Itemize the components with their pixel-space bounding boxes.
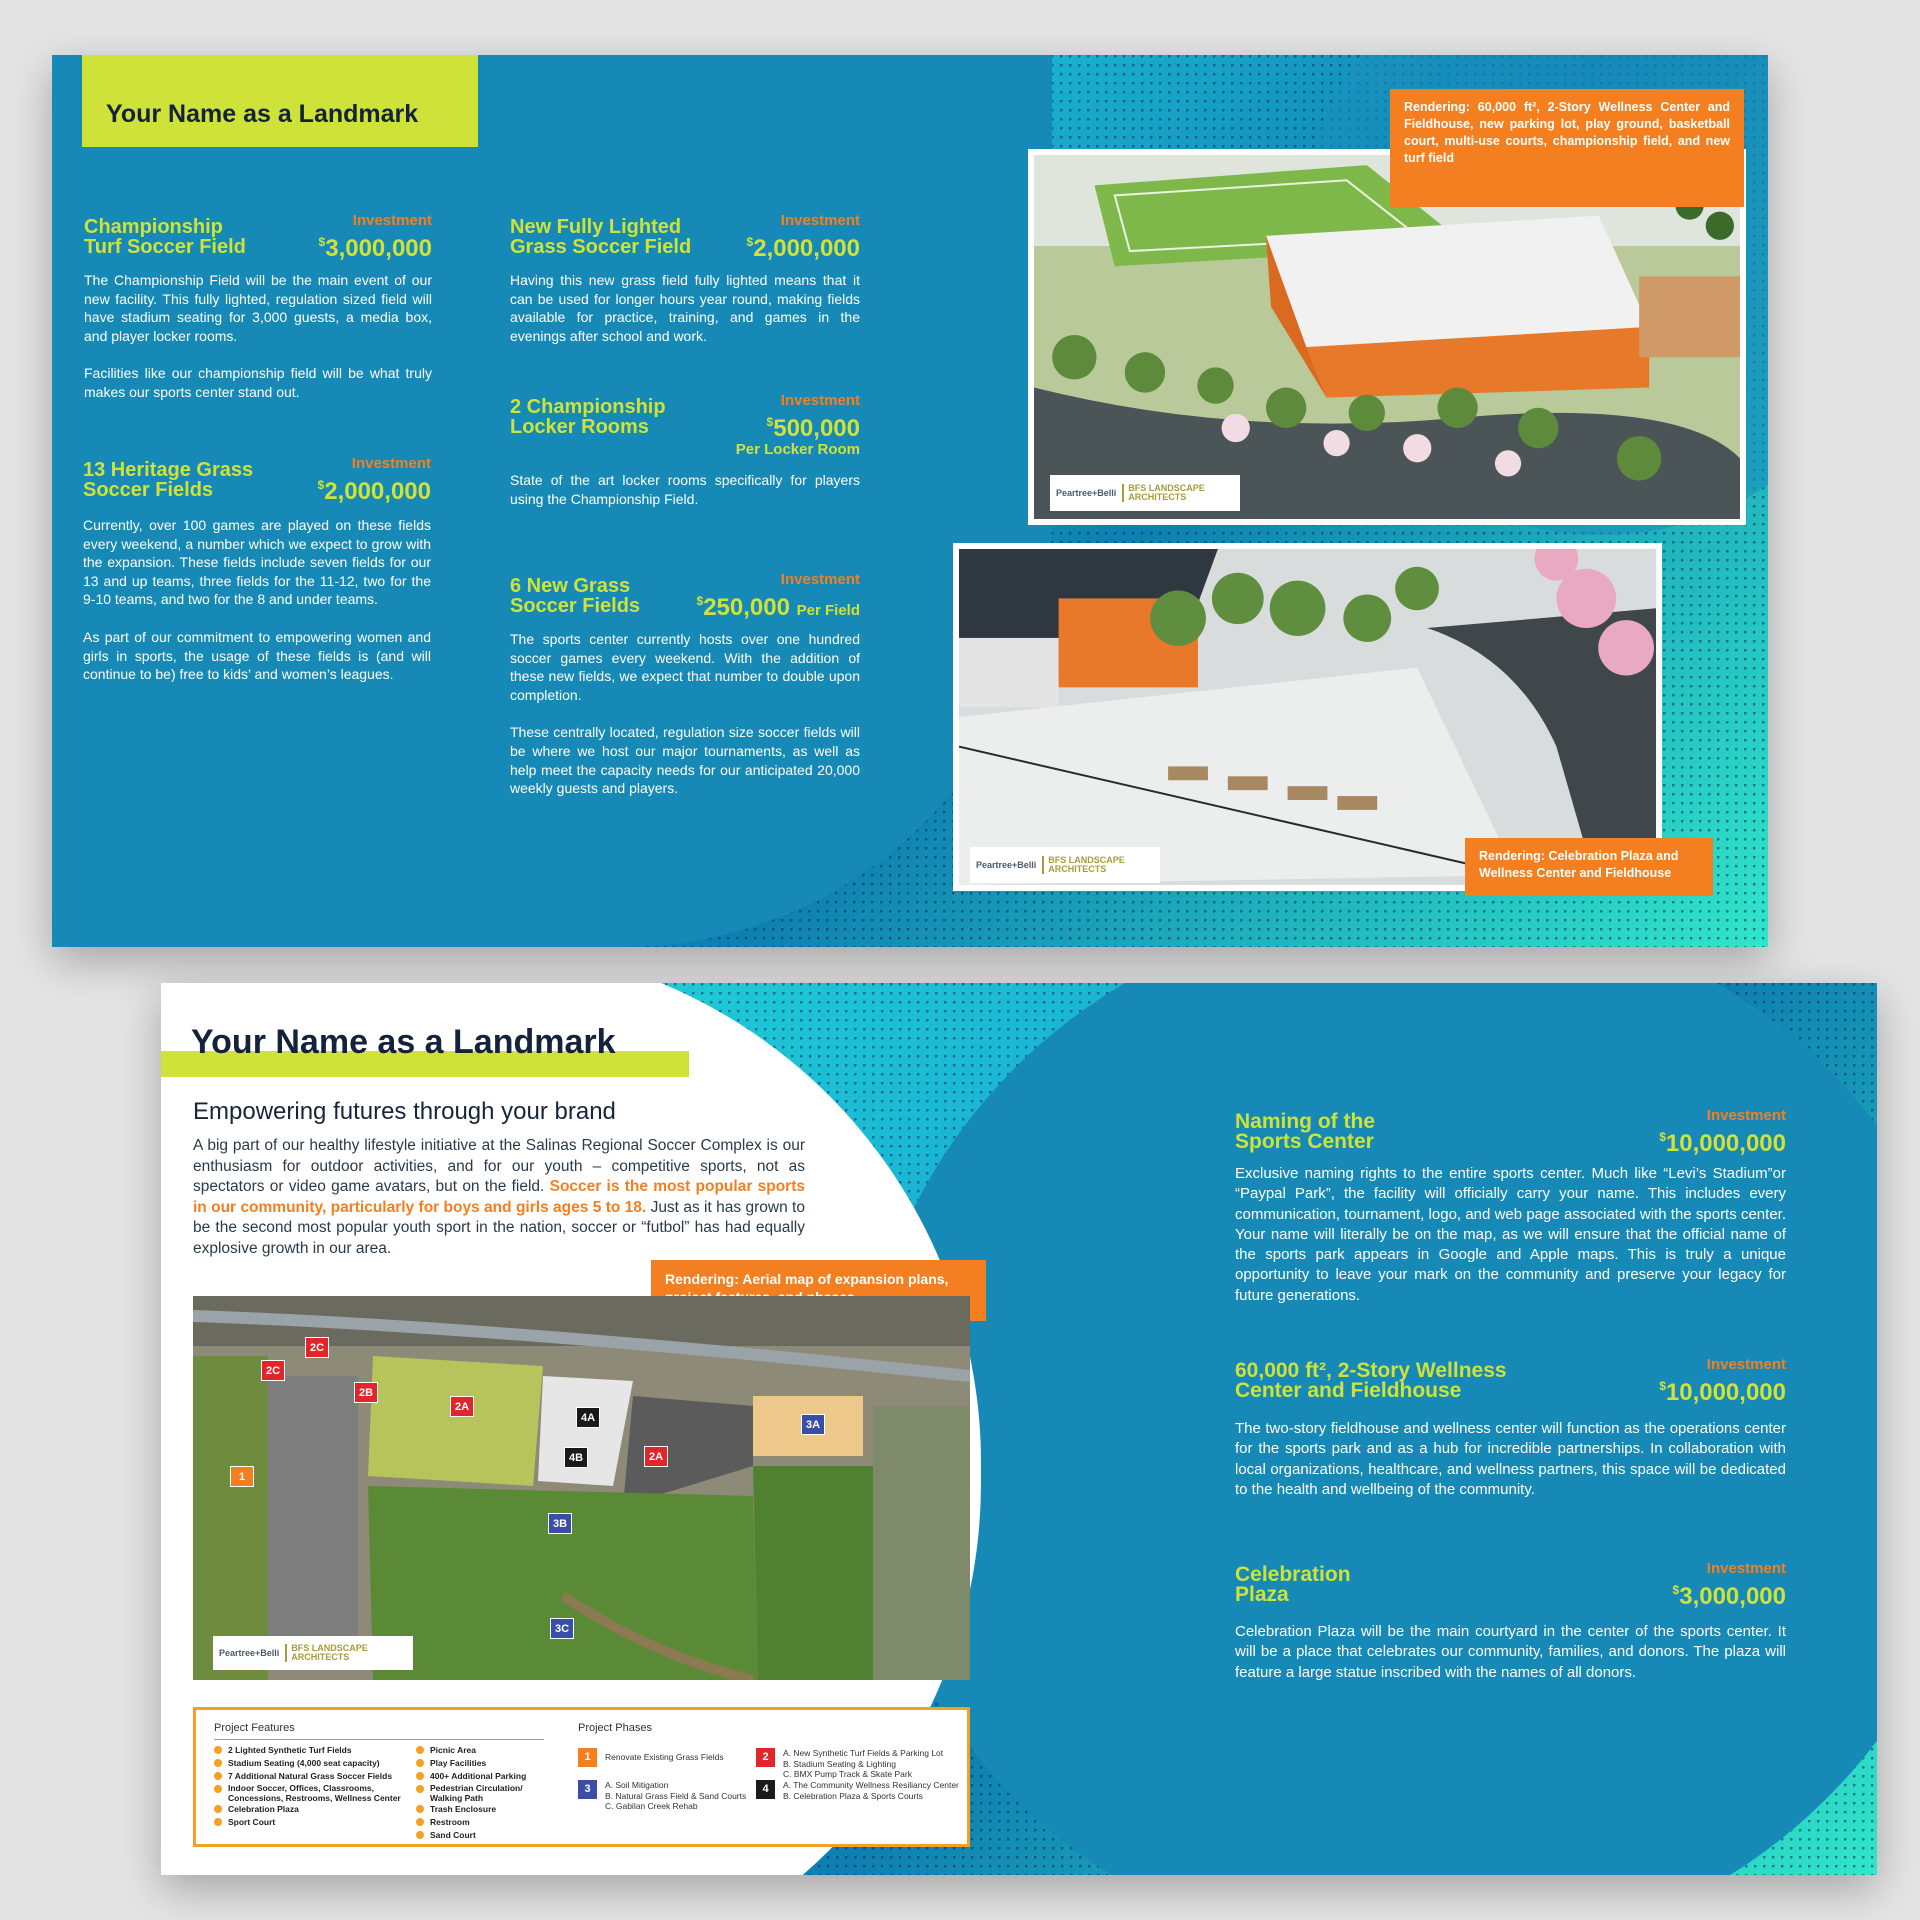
investment-label: Investment — [780, 392, 860, 409]
title-banner — [82, 55, 478, 147]
feature-item: Picnic Area — [416, 1744, 541, 1757]
bfs-logo: BFS LANDSCAPE ARCHITECTS — [1042, 856, 1154, 874]
architect-logos — [1050, 475, 1240, 511]
feature-item: Trash Enclosure — [416, 1803, 541, 1816]
section-heading: Naming of the Sports Center — [1235, 1110, 1375, 1153]
architect-logos — [970, 847, 1160, 883]
investment-block — [736, 393, 860, 458]
feature-item: Stadium Seating (4,000 seat capacity) — [214, 1757, 414, 1770]
section-wellness-center — [1235, 1356, 1786, 1511]
feature-item: 2 Lighted Synthetic Turf Fields — [214, 1744, 414, 1757]
section-body: Facilities like our championship field will be what truly makes our sports center stand out. — [84, 365, 432, 400]
feature-item: Sand Court — [416, 1829, 541, 1842]
section-body: Exclusive naming rights to the entire sports center. Much like “Levi’s Stadium”or “Paypal Park”, the facility will officially carry your name. This includes every communication, tournament, logo, and web page associated with the sports center. Your name will literally be on the map, as we will ensure that the official name of the sports park appears in Google and Apple maps. This is truly a unique opportunity to leave your mark on the community and preserve your legacy for future generations. — [1235, 1165, 1786, 1304]
section-heading: Celebration Plaza — [1235, 1563, 1351, 1606]
intro-block — [193, 1098, 805, 1259]
section-heading: New Fully Lighted Grass Soccer Field — [510, 216, 692, 258]
section-body: The two-story fieldhouse and wellness center will function as the operations center for the sports park and as a hub for incredible partnerships. In collaboration with local organizations, healthcare, and wellness partners, this space will be dedicated to the health and wellbeing of the community. — [1235, 1420, 1786, 1498]
investment-amount: $500,000 — [766, 415, 860, 442]
investment-label: Investment — [1706, 1356, 1786, 1373]
phase-marker-2a: 2A — [450, 1396, 474, 1417]
page-title: Your Name as a Landmark — [191, 1023, 616, 1061]
feature-item: Celebration Plaza — [214, 1803, 414, 1816]
investment-amount: $3,000,000 — [1672, 1583, 1786, 1610]
plaza-illustration — [959, 549, 1656, 885]
phase-1: 1 Renovate Existing Grass Fields — [578, 1748, 748, 1767]
feature-item: Play Facilities — [416, 1757, 541, 1770]
phase-marker-1: 1 — [230, 1466, 254, 1487]
section-heading: Championship Turf Soccer Field — [84, 216, 246, 258]
phase-marker-3c: 3C — [550, 1618, 574, 1639]
phase-marker-2b: 2B — [354, 1382, 378, 1403]
map-caption: Rendering: Aerial map of expansion plans, — [651, 1260, 986, 1321]
rendering-caption-2: Rendering: Celebration Plaza and Wellness Center and Fieldhouse — [1465, 838, 1713, 896]
feature-item: 400+ Additional Parking — [416, 1770, 541, 1783]
investment-amount: $3,000,000 — [318, 235, 432, 262]
feature-item: Indoor Soccer, Offices, Classrooms, Concessions, Restrooms, Wellness Center — [214, 1783, 414, 1803]
investment-block — [697, 572, 860, 624]
section-championship-field — [84, 212, 432, 457]
phase-3: 3 A. Soil Mitigation B. Natural Grass Field & Sand Courts C. Gabilan Creek Rehab — [578, 1780, 753, 1812]
section-heritage-fields — [83, 455, 431, 750]
section-body: Currently, over 100 games are played on these fields every weekend, a number which we expect to grow with the expansion. These fields include seven fields for our 13 and up teams, three fields for the 11-12, two for the 9-10 teams, and two for the 8 and under teams. — [83, 517, 431, 608]
phase-marker-2c: 2C — [305, 1337, 329, 1358]
spread-bottom — [161, 983, 1877, 1875]
section-heading: 13 Heritage Grass Soccer Fields — [83, 459, 254, 501]
section-naming-rights — [1235, 1107, 1786, 1312]
investment-block — [1659, 1108, 1786, 1157]
rendering-caption-1: Rendering: 60,000 ft², 2-Story Wellness Center and Fieldhouse, new parking lot, play ground, basketball court, multi-use courts, championship field, and new turf field — [1390, 89, 1744, 207]
spread-top — [52, 55, 1768, 947]
investment-label: Investment — [351, 455, 431, 472]
section-new-grass-fields — [510, 571, 860, 816]
investment-label: Investment — [780, 212, 860, 229]
investment-block — [319, 213, 432, 262]
intro-paragraph: A big part of our healthy lifestyle initiative at the Salinas Regional Soccer Complex is our enthusiasm for outdoor activities, and for our youth – competitive sports, not as spectators or video game avatars, but on the field. Soccer is the most popular sports in our community, particularly for boys and girls ages 5 to 18. Just as it has grown to be the second most popular youth sport in the nation, soccer or “futbol” has had equally explosive growth in our area. — [193, 1137, 805, 1257]
investment-block — [747, 213, 860, 262]
peartree-belli-logo: Peartree+Belli — [976, 860, 1037, 870]
investment-amount: $250,000 Per Field — [696, 594, 860, 621]
phase-marker-4b: 4B — [564, 1447, 588, 1468]
phase-4: 4 A. The Community Wellness Resiliancy Center B. Celebration Plaza & Sports Courts — [756, 1780, 966, 1801]
investment-label: Investment — [352, 212, 432, 229]
peartree-belli-logo: Peartree+Belli — [1056, 488, 1117, 498]
section-heading: 6 New Grass Soccer Fields — [510, 575, 641, 617]
phases-title: Project Phases — [578, 1722, 652, 1734]
section-heading: 60,000 ft², 2-Story Wellness Center and Fieldhouse — [1235, 1359, 1507, 1402]
section-body: The sports center currently hosts over one hundred soccer games every weekend. With the addition of these new fields, we expect that number to double upon completion. — [510, 631, 860, 703]
investment-block — [1673, 1561, 1786, 1610]
bfs-logo: BFS LANDSCAPE ARCHITECTS — [1122, 484, 1234, 502]
phase-marker-2a: 2A — [644, 1446, 668, 1467]
section-locker-rooms — [510, 392, 860, 517]
architect-logos — [213, 1636, 413, 1670]
phase-2: 2 A. New Synthetic Turf Fields & Parking Lot B. Stadium Seating & Lighting C. BMX Pump Track & Skate Park — [756, 1748, 966, 1780]
investment-amount: $2,000,000 — [317, 478, 431, 505]
section-body: The Championship Field will be the main event of our new facility. This fully lighted, regulation sized field will have stadium seating for 3,000 guests, a media box, and player locker rooms. — [84, 272, 432, 344]
phase-marker-4a: 4A — [576, 1407, 600, 1428]
features-list-left — [214, 1744, 414, 1829]
phase-marker-3a: 3A — [801, 1414, 825, 1435]
phase-marker-3b: 3B — [548, 1513, 572, 1534]
fieldhouse-illustration — [1034, 155, 1740, 519]
investment-amount: $10,000,000 — [1659, 1379, 1786, 1406]
peartree-belli-logo: Peartree+Belli — [219, 1648, 280, 1658]
investment-unit: Per Locker Room — [735, 441, 860, 458]
features-divider — [214, 1739, 544, 1740]
investment-amount: $10,000,000 — [1659, 1130, 1786, 1157]
section-body: Having this new grass field fully lighted means that it can be used for longer hours year round, making fields available for practice, training, and games in the evenings after school and work. — [510, 272, 860, 344]
feature-item: Restroom — [416, 1816, 541, 1829]
section-body: Celebration Plaza will be the main courtyard in the center of the sports center. It will be a place that celebrates our community, families, and donors. The plaza will feature a large statue inscribed with the names of all donors. — [1235, 1623, 1786, 1681]
section-body: As part of our commitment to empowering women and girls in sports, the usage of these fields is (and will continue to be) free to kids’ and women’s leagues. — [83, 628, 431, 683]
section-body: These centrally located, regulation size soccer fields will be where we host our major tournaments, as well as help meet the capacity needs for our anticipated 20,000 weekly guests and players. — [510, 724, 860, 797]
feature-item: Pedestrian Circulation/ Walking Path — [416, 1783, 541, 1803]
investment-block — [1659, 1357, 1786, 1406]
map-legend — [193, 1707, 970, 1847]
investment-amount: $2,000,000 — [746, 235, 860, 262]
section-body: State of the art locker rooms specifically for players using the Championship Field. — [510, 472, 860, 507]
section-lighted-grass-field — [510, 212, 860, 367]
aerial-map — [193, 1296, 970, 1680]
features-list-right — [416, 1744, 541, 1842]
investment-label: Investment — [1706, 1560, 1786, 1577]
section-celebration-plaza — [1235, 1560, 1786, 1695]
investment-label: Investment — [1706, 1107, 1786, 1124]
phase-marker-2c: 2C — [261, 1360, 285, 1381]
section-heading: 2 Championship Locker Rooms — [510, 396, 666, 438]
bfs-logo: BFS LANDSCAPE ARCHITECTS — [285, 1644, 407, 1662]
investment-block — [318, 456, 431, 505]
feature-item: 7 Additional Natural Grass Soccer Fields — [214, 1770, 414, 1783]
features-title: Project Features — [214, 1722, 295, 1734]
feature-item: Sport Court — [214, 1816, 414, 1829]
title-banner — [161, 1023, 689, 1077]
investment-label: Investment — [780, 571, 860, 588]
page-title: Your Name as a Landmark — [106, 100, 419, 128]
intro-subtitle: Empowering futures through your brand — [193, 1098, 616, 1125]
